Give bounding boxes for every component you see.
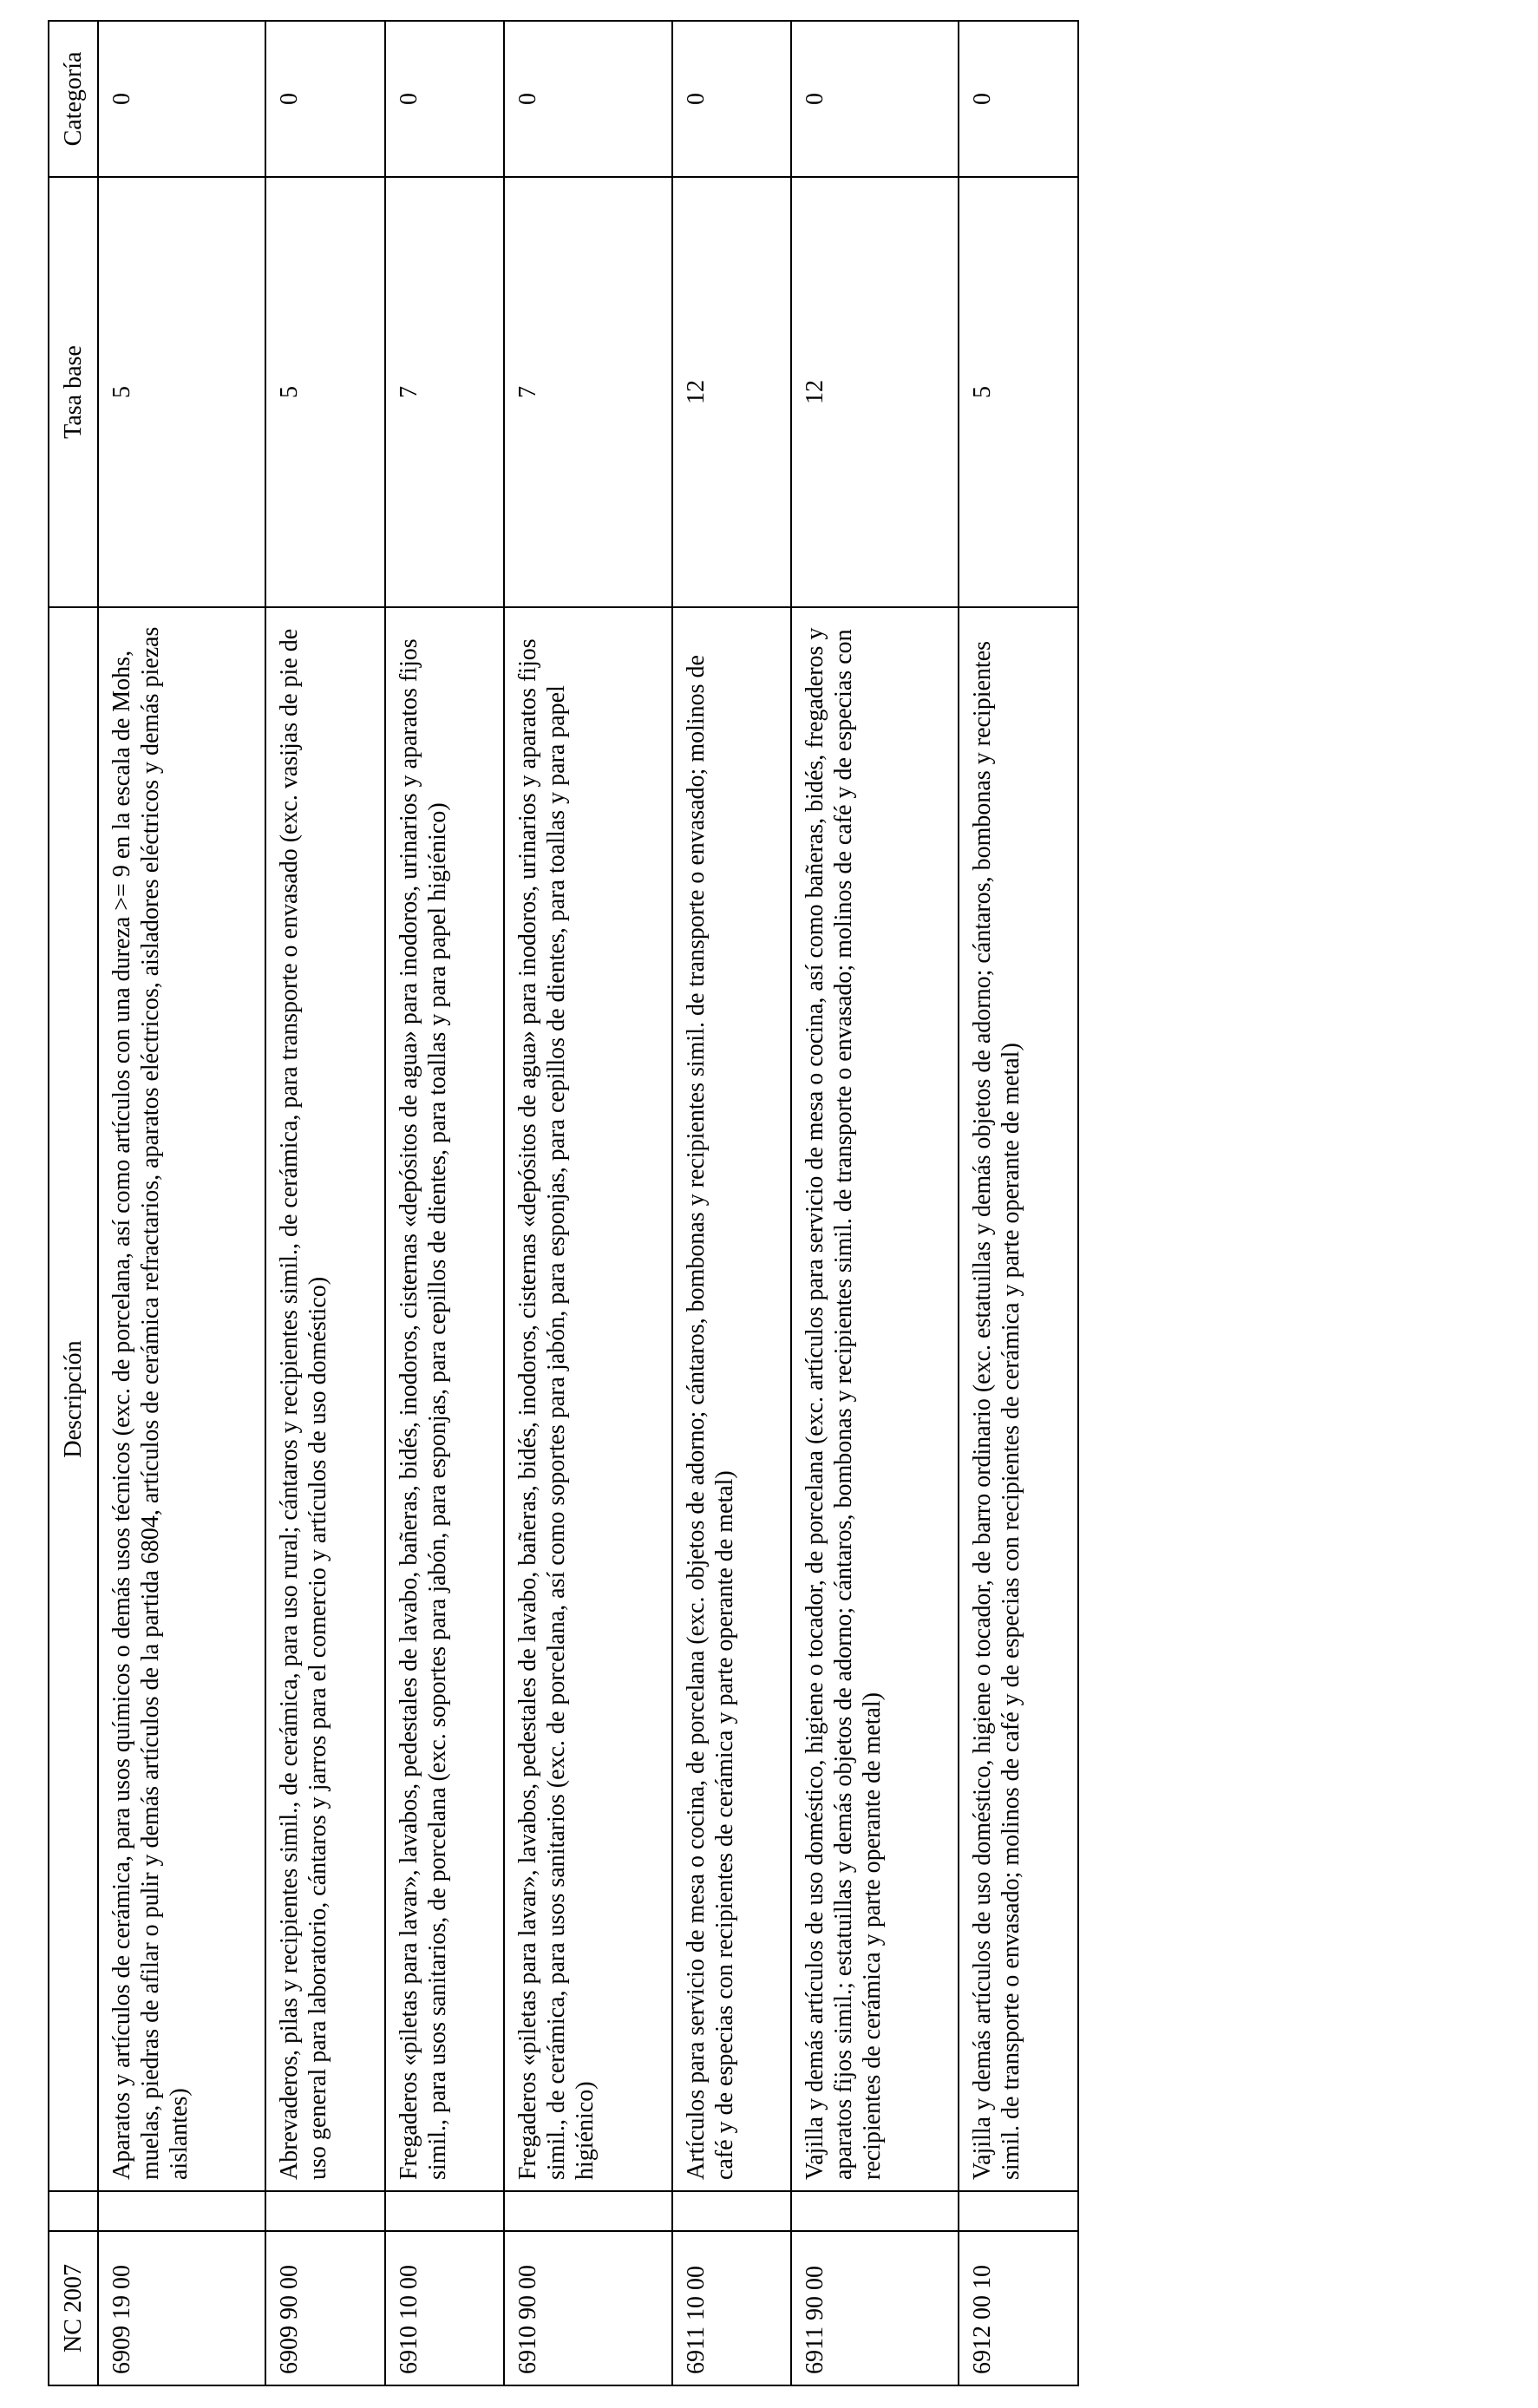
cell-description: Fregaderos «piletas para lavar», lavabos, pedestales de lavabo, bañeras, bidés, inodoros, cisternas «depósitos de agua» para inodoros, urinarios y aparatos fijos simil., de cerámica, para usos sanitarios (exc. de porcelana, así como soportes para jabón, para esponjas, para cepillos de dientes, para toallas y para papel higiénico) xyxy=(504,607,671,2191)
cell-category: 0 xyxy=(265,21,385,177)
table-header-row xyxy=(49,21,98,2385)
table-row xyxy=(265,21,385,2385)
header-code: NC 2007 xyxy=(49,2231,98,2385)
cell-rate: 7 xyxy=(504,177,671,607)
cell-rate: 5 xyxy=(98,177,265,607)
cell-category: 0 xyxy=(504,21,671,177)
cell-description: Vajilla y demás artículos de uso doméstico, higiene o tocador, de barro ordinario (exc. estatuillas y demás objetos de adorno; cántaros, bombonas y recipientes simil. de transporte o envasado; molinos de café y de especias con recipientes de cerámica y parte operante de metal) xyxy=(959,607,1078,2191)
cell-description: Artículos para servicio de mesa o cocina, de porcelana (exc. objetos de adorno; cántaros, bombonas y recipientes simil. de transporte o envasado; molinos de café y de especias con recipientes de cerámica y parte operante de metal) xyxy=(672,607,792,2191)
cell-category: 0 xyxy=(959,21,1078,177)
table-row xyxy=(98,21,265,2385)
cell-spacer xyxy=(959,2191,1078,2231)
cell-code: 6912 00 10 xyxy=(959,2231,1078,2385)
cell-category: 0 xyxy=(672,21,792,177)
table-row xyxy=(959,21,1078,2385)
table-row xyxy=(791,21,959,2385)
rotated-table-wrapper xyxy=(48,22,1079,2386)
header-category: Categoría xyxy=(49,21,98,177)
table-row xyxy=(672,21,792,2385)
cell-spacer xyxy=(504,2191,671,2231)
cell-rate: 7 xyxy=(385,177,505,607)
cell-code: 6910 10 00 xyxy=(385,2231,505,2385)
cell-rate: 5 xyxy=(265,177,385,607)
cell-category: 0 xyxy=(98,21,265,177)
cell-rate: 12 xyxy=(672,177,792,607)
cell-spacer xyxy=(791,2191,959,2231)
cell-code: 6911 90 00 xyxy=(791,2231,959,2385)
header-description: Descripción xyxy=(49,607,98,2191)
cell-spacer xyxy=(385,2191,505,2231)
header-spacer xyxy=(49,2191,98,2231)
cell-code: 6910 90 00 xyxy=(504,2231,671,2385)
cell-description: Aparatos y artículos de cerámica, para usos químicos o demás usos técnicos (exc. de porcelana, así como artículos con una dureza >= 9 en la escala de Mohs, muelas, piedras de afilar o pulir y demás artículos de la partida 6804, artículos de cerámica refractarios, aparatos eléctricos, aisladores eléctricos y demás piezas aislantes) xyxy=(98,607,265,2191)
tariff-table xyxy=(48,20,1079,2386)
cell-spacer xyxy=(98,2191,265,2231)
cell-description: Vajilla y demás artículos de uso doméstico, higiene o tocador, de porcelana (exc. artículos para servicio de mesa o cocina, así como bañeras, bidés, fregaderos y aparatos fijos simil.; estatuillas y demás objetos de adorno; cántaros, bombonas y recipientes simil. de transporte o envasado; molinos de café y de especias con recipientes de cerámica y parte operante de metal) xyxy=(791,607,959,2191)
table-row xyxy=(504,21,671,2385)
table-row xyxy=(385,21,505,2385)
cell-rate: 12 xyxy=(791,177,959,607)
cell-code: 6911 10 00 xyxy=(672,2231,792,2385)
cell-description: Fregaderos «piletas para lavar», lavabos, pedestales de lavabo, bañeras, bidés, inodoros, cisternas «depósitos de agua» para inodoros, urinarios y aparatos fijos simil., para usos sanitarios, de porcelana (exc. soportes para jabón, para esponjas, para cepillos de dientes, para toallas y para papel higiénico) xyxy=(385,607,505,2191)
cell-code: 6909 19 00 xyxy=(98,2231,265,2385)
cell-category: 0 xyxy=(385,21,505,177)
cell-rate: 5 xyxy=(959,177,1078,607)
cell-spacer xyxy=(265,2191,385,2231)
cell-spacer xyxy=(672,2191,792,2231)
cell-description: Abrevaderos, pilas y recipientes simil., de cerámica, para uso rural; cántaros y recipientes simil., de cerámica, para transporte o envasado (exc. vasijas de pie de uso general para laboratorio, cántaros y jarros para el comercio y artículos de uso doméstico) xyxy=(265,607,385,2191)
cell-code: 6909 90 00 xyxy=(265,2231,385,2385)
header-rate: Tasa base xyxy=(49,177,98,607)
cell-category: 0 xyxy=(791,21,959,177)
